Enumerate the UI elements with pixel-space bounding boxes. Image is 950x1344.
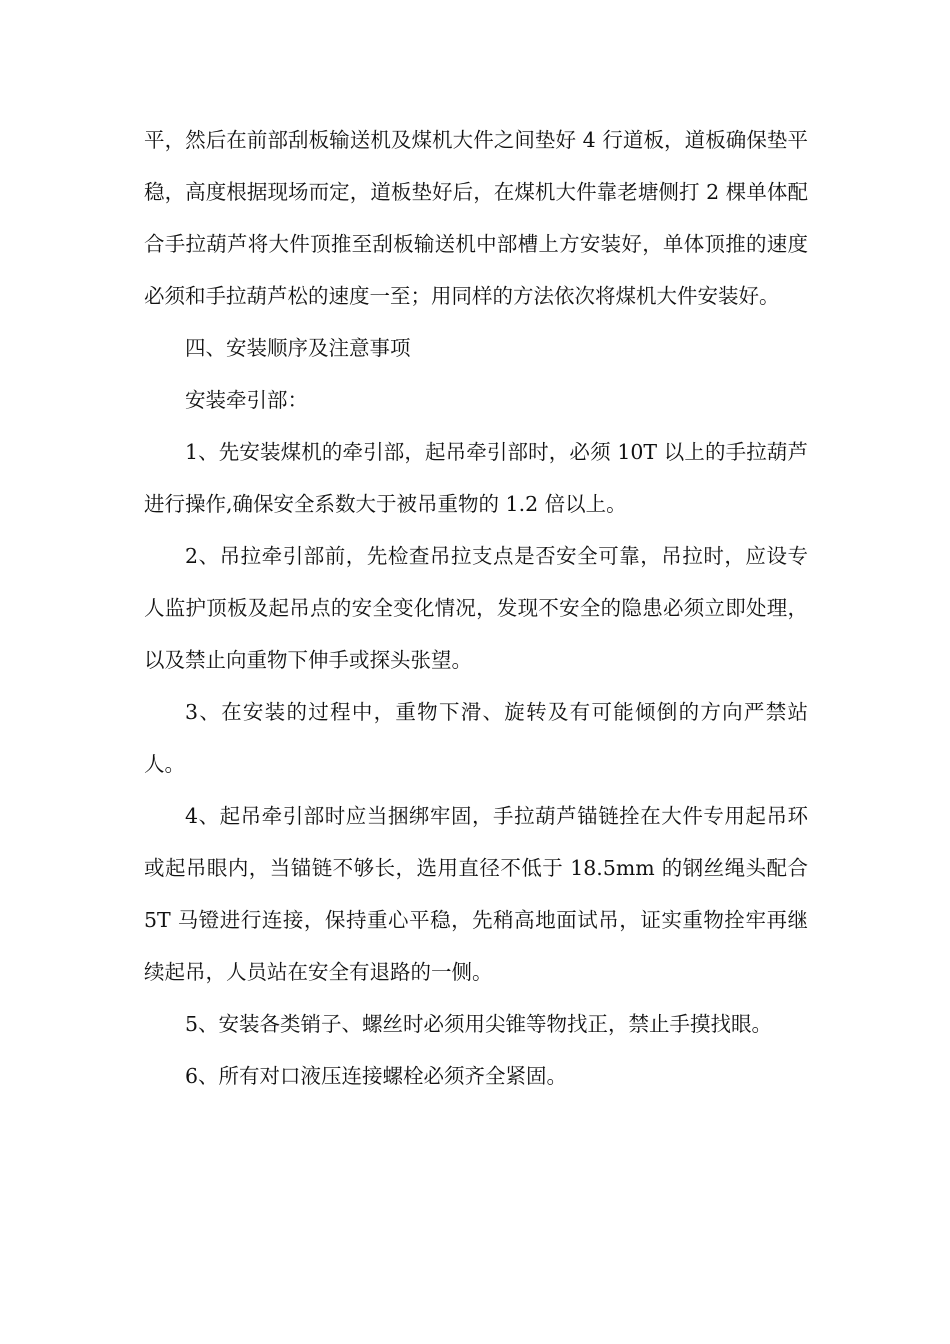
subsection-heading: 安装牵引部： bbox=[185, 388, 308, 412]
list-item: 4、起吊牵引部时应当捆绑牢固，手拉葫芦锚链拴在大件专用起吊环或起吊眼内，当锚链不够长，选用直径不低于 18.5mm 的钢丝绳头配合 5T 马镫进行连接，保持重心平稳，先稍高地面试吊，证实重物拴牢再继续起吊，人员站在安全有退路的一侧。 bbox=[144, 804, 808, 984]
section-heading: 四、安装顺序及注意事项 bbox=[185, 336, 411, 360]
list-item: 3、在安装的过程中，重物下滑、旋转及有可能倾倒的方向严禁站人。 bbox=[144, 700, 808, 776]
document-body bbox=[144, 114, 808, 1102]
list-item: 1、先安装煤机的牵引部，起吊牵引部时，必须 10T 以上的手拉葫芦进行操作,确保安全系数大于被吊重物的 1.2 倍以上。 bbox=[144, 440, 808, 516]
paragraph-continuation: 平，然后在前部刮板输送机及煤机大件之间垫好 4 行道板，道板确保垫平稳，高度根据现场而定，道板垫好后，在煤机大件靠老塘侧打 2 棵单体配合手拉葫芦将大件顶推至刮板输送机中部槽上方安装好，单体顶推的速度必须和手拉葫芦松的速度一至；用同样的方法依次将煤机大件安装好。 bbox=[144, 128, 808, 308]
list-item: 2、吊拉牵引部前，先检查吊拉支点是否安全可靠，吊拉时，应设专人监护顶板及起吊点的安全变化情况，发现不安全的隐患必须立即处理，以及禁止向重物下伸手或探头张望。 bbox=[144, 544, 808, 672]
list-item: 5、安装各类销子、螺丝时必须用尖锥等物找正，禁止手摸找眼。 bbox=[185, 1012, 773, 1036]
list-item: 6、所有对口液压连接螺栓必须齐全紧固。 bbox=[185, 1064, 568, 1088]
